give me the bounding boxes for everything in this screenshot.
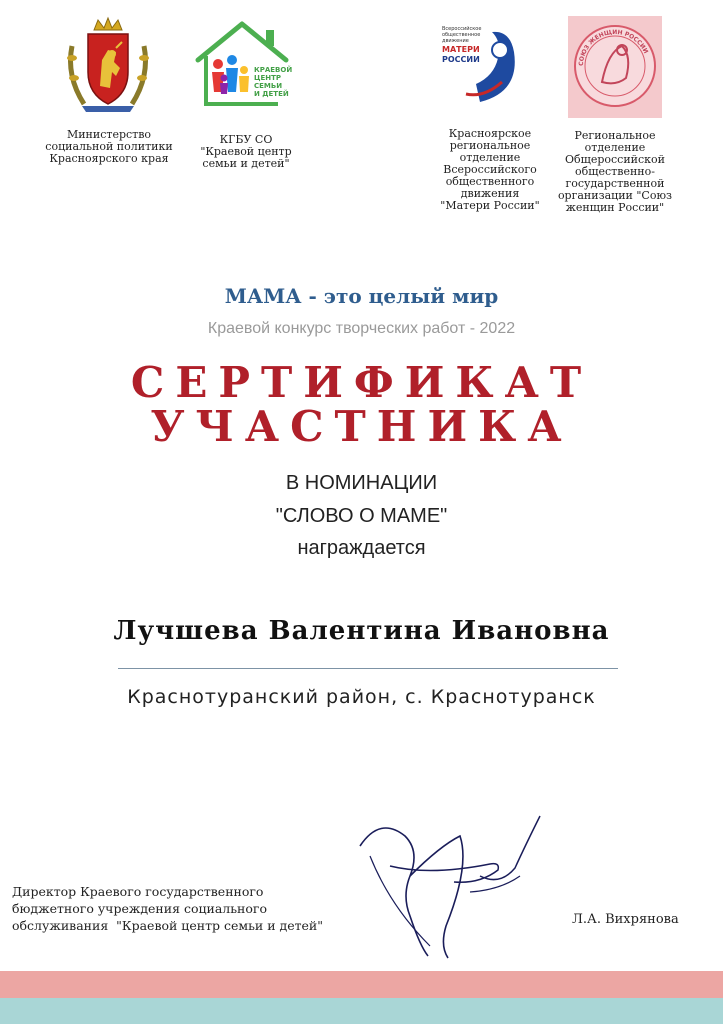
caption-line: женщин России" — [565, 201, 665, 214]
caption-line: КГБУ СО — [219, 133, 273, 146]
caption-line: "Матери России" — [440, 199, 540, 212]
svg-text:общественное: общественное — [442, 32, 481, 38]
family-center-house-icon — [194, 20, 294, 112]
name-underline — [118, 668, 618, 669]
slogan-dash: - — [301, 284, 324, 308]
slogan — [0, 284, 723, 308]
director-title-line: Директор Краевого государственного — [12, 884, 264, 899]
awarded-label: награждается — [297, 537, 426, 559]
svg-text:ЦЕНТР: ЦЕНТР — [254, 74, 282, 82]
caption-line: социальной политики — [45, 140, 173, 153]
caption-line: Общероссийской — [564, 153, 665, 166]
slogan-mama: МАМА — [224, 284, 302, 308]
caption-line: общественного — [445, 175, 535, 188]
svg-text:СОЮЗ ЖЕНЩИН РОССИИ: СОЮЗ ЖЕНЩИН РОССИИ — [577, 28, 650, 67]
slogan-rest: это целый мир — [323, 284, 499, 308]
certificate-title-line1: СЕРТИФИКАТ — [130, 358, 593, 407]
women-union-seal-icon — [568, 16, 662, 118]
logo-caption-family-center — [176, 134, 316, 170]
caption-line: "Краевой центр — [200, 145, 292, 158]
caption-line: отделение — [459, 151, 521, 164]
caption-line: региональное — [449, 139, 531, 152]
svg-text:СЕМЬИ: СЕМЬИ — [254, 82, 283, 90]
svg-text:РОССИИ: РОССИИ — [442, 55, 480, 64]
svg-text:МАТЕРИ: МАТЕРИ — [442, 45, 480, 54]
caption-line: общественно- — [575, 165, 655, 178]
svg-text:Всероссийское: Всероссийское — [442, 26, 482, 32]
svg-text:И ДЕТЕЙ: И ДЕТЕЙ — [254, 90, 289, 98]
signer-name: Л.А. Вихрянова — [572, 912, 679, 927]
caption-line: государственной — [565, 177, 665, 190]
logo-caption-mothers-of-russia — [420, 128, 560, 212]
mothers-of-russia-logo-icon — [440, 22, 524, 108]
krasnoyarsk-coat-of-arms-icon — [62, 16, 154, 116]
signature-icon — [350, 806, 560, 966]
caption-line: Региональное — [574, 129, 656, 142]
bottom-band-teal — [0, 998, 723, 1024]
logo-caption-women-union — [548, 130, 682, 214]
caption-line: семьи и детей" — [202, 157, 290, 170]
caption-line: движения — [460, 187, 520, 200]
bottom-band-pink — [0, 971, 723, 998]
recipient-name: Лучшева Валентина Ивановна — [113, 616, 610, 646]
certificate-title-line2: УЧАСТНИКА — [150, 402, 573, 451]
director-title-line: бюджетного учреждения социального — [12, 901, 267, 916]
caption-line: Министерство — [66, 128, 152, 141]
caption-line: Всероссийского — [443, 163, 537, 176]
family-center-logo-text: КРАЕВОЙ — [254, 66, 293, 74]
director-title — [12, 883, 323, 934]
svg-text:движение: движение — [442, 38, 469, 44]
caption-line: Красноярского края — [49, 152, 169, 165]
caption-line: организации "Союз — [557, 189, 673, 202]
director-title-line: обслуживания "Краевой центр семьи и детей" — [12, 918, 323, 933]
nomination-label: В НОМИНАЦИИ — [285, 472, 438, 494]
logo-caption-ministry — [26, 129, 192, 165]
recipient-location: Краснотуранский район, с. Краснотуранск — [127, 686, 596, 708]
caption-line: отделение — [584, 141, 646, 154]
contest-subtitle: Краевой конкурс творческих работ - 2022 — [207, 320, 516, 337]
caption-line: Красноярское — [448, 127, 532, 140]
nomination-name: "СЛОВО О МАМЕ" — [275, 505, 448, 527]
